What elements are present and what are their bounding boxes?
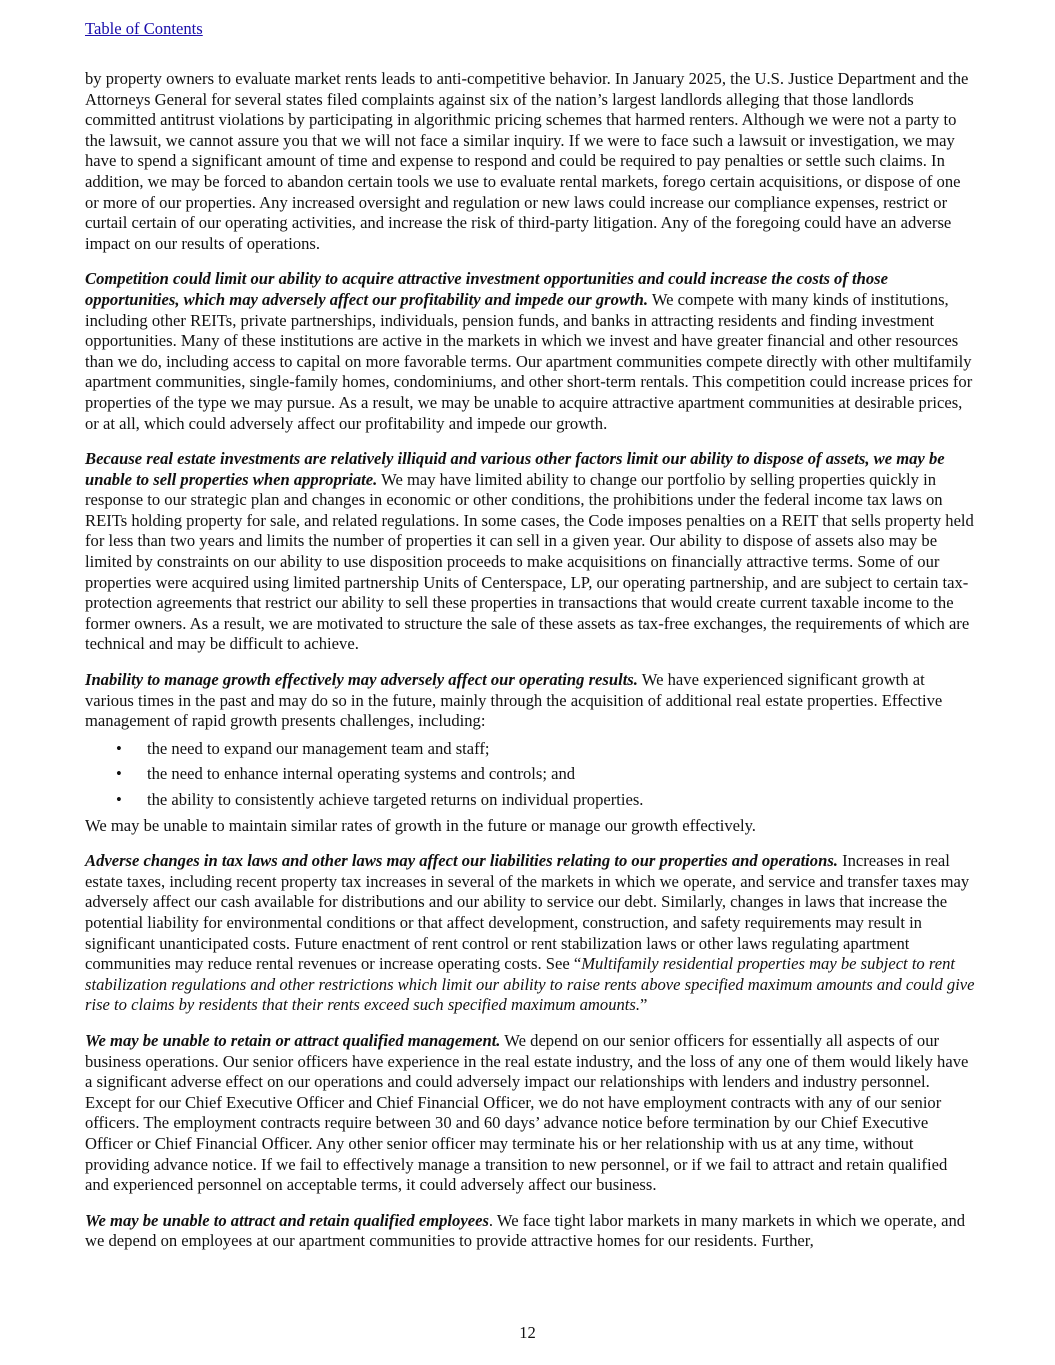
list-item-text: the need to enhance internal operating systems and controls; and (147, 764, 576, 784)
intro-paragraph: by property owners to evaluate market rents leads to anti-competitive behavior. In January 2025, the U.S. Justice Department and the Attorneys General for several states filed complaints against six of the nation’s largest landlords alleging that those landlords committed antitrust violations by participating in algorithmic pricing schemes that harmed renters. Although we were not a party to the lawsuit, we cannot assure you that we will not face a similar inquiry. If we were to face such a lawsuit or investigation, we may have to spend a significant amount of time and expense to respond and could be required to pay penalties or settle such claims. In addition, we may be forced to abandon certain tools we use to evaluate rental markets, forego certain acquisitions, or dispose of one or more of our properties. Any increased oversight and regulation or new laws could increase our compliance expenses, restrict or curtail certain of our operating activities, and increase the risk of third-party litigation. Any of the foregoing could have an adverse impact on our results of operations. (85, 69, 969, 253)
competition-paragraph (85, 269, 975, 434)
list-item (85, 739, 975, 760)
employees-heading: We may be unable to attract and retain qualified employees (85, 1210, 489, 1230)
management-heading: We may be unable to retain or attract qualified management. (85, 1030, 501, 1050)
management-paragraph (85, 1031, 975, 1196)
tax-laws-heading: Adverse changes in tax laws and other laws may affect our liabilities relating to our properties and operations. (85, 851, 838, 871)
growth-paragraph (85, 670, 975, 732)
quote-close: ” (640, 995, 648, 1015)
cross-reference-quote: Multifamily residential properties may be subject to rent stabilization regulations and other restrictions which limit our ability to raise rents above specified maximum amounts and could give rise to claims by residents that their rents exceed such specified maximum amounts. (85, 954, 975, 1015)
bullet-icon: • (116, 738, 122, 758)
growth-heading: Inability to manage growth effectively may adversely affect our operating results. (85, 670, 638, 690)
list-item-text: the ability to consistently achieve targeted returns on individual properties. (147, 790, 644, 809)
illiquid-body: We may have limited ability to change our portfolio by selling properties quickly in response to our strategic plan and changes in economic or other conditions, the prohibitions under the federal income tax laws on REITs holding property for sale, and related regulations. In some cases, the Code imposes penalties on a REIT that sells property held for less than two years and limits the number of properties it can sell in a given year. Our ability to dispose of assets also may be limited by constraints on our ability to use disposition proceeds to make acquisitions on financially attractive terms. Some of our properties were acquired using limited partnership Units of Centerspace, LP, our operating partnership, and are subject to certain tax-protection agreements that restrict our ability to sell these properties in transactions that would create current taxable income to the former owners. As a result, we are motivated to structure the sale of these assets as tax-free exchanges, the requirements of which are technical and may be difficult to achieve. (85, 469, 974, 654)
employees-body: . We face tight labor markets in many markets in which we operate, and we depend on employees at our apartment communities to provide attractive homes for our residents. Further, (85, 1210, 966, 1251)
page-number: 12 (519, 1323, 536, 1342)
growth-closing-paragraph: We may be unable to maintain similar rates of growth in the future or manage our growth effectively. (85, 815, 756, 835)
competition-heading: Competition could limit our ability to acquire attractive investment opportunities and could increase the costs of those opportunities, which may adversely affect our profitability and impede our growth. (85, 269, 888, 309)
bullet-icon: • (116, 764, 122, 784)
list-item (85, 790, 975, 811)
growth-challenges-list (85, 739, 975, 811)
growth-body: We have experienced significant growth at various times in the past and may do so in the future, mainly through the acquisition of additional real estate properties. Effective management of rapid growth presents challenges, including: (85, 670, 943, 731)
management-body: We depend on our senior officers for essentially all aspects of our business operations. Our senior officers have experience in the real estate industry, and the loss of any one of them would likely have a significant adverse effect on our operations and could adversely impact our relationships with lenders and industry personnel. Except for our Chief Executive Officer and Chief Financial Officer, we do not have employment contracts with any of our senior officers. The employment contracts require between 30 and 60 days’ advance notice before termination by our Chief Executive Officer or Chief Financial Officer. Any other senior officer may terminate his or her relationship with us at any time, without providing advance notice. If we fail to effectively manage a transition to new personnel, or if we fail to attract and retain qualified and experienced personnel on acceptable terms, it could adversely affect our business. (85, 1030, 969, 1195)
list-item-text: the need to expand our management team and staff; (147, 738, 490, 758)
employees-paragraph (85, 1211, 975, 1252)
bullet-icon: • (116, 790, 122, 809)
tax-laws-paragraph (85, 851, 975, 1016)
competition-body: We compete with many kinds of institutions, including other REITs, private partnerships, individuals, pension funds, and banks in attracting residents and finding investment opportunities. Many of these institutions are active in the markets in which we invest and have greater financial and other resources than we do, including access to capital on more favorable terms. Our apartment communities compete directly with other multifamily apartment communities, single-family homes, condominiums, and other short-term rentals. This competition could increase prices for properties of the type we may pursue. As a result, we may be unable to acquire attractive apartment communities at desirable prices, or at all, which could adversely affect our profitability and impede our growth. (85, 289, 973, 433)
list-item (85, 764, 975, 785)
tax-laws-body: Increases in real estate taxes, including recent property tax increases in several of the markets in which we operate, and service and transfer taxes may adversely affect our cash available for distributions and our ability to service our debt. Similarly, changes in laws that increase the potential liability for environmental conditions or that affect development, construction, and safety requirements may result in significant unanticipated costs. Future enactment of rent control or rent stabilization laws or other laws regulating apartment communities may reduce rental revenues or increase operating costs. See “ (85, 851, 970, 974)
document-body (85, 69, 975, 1267)
table-of-contents-link[interactable]: Table of Contents (85, 19, 203, 38)
illiquid-heading: Because real estate investments are relatively illiquid and various other factors limit our ability to dispose of assets, we may be unable to sell properties when appropriate. (85, 449, 945, 489)
illiquid-paragraph (85, 449, 975, 655)
